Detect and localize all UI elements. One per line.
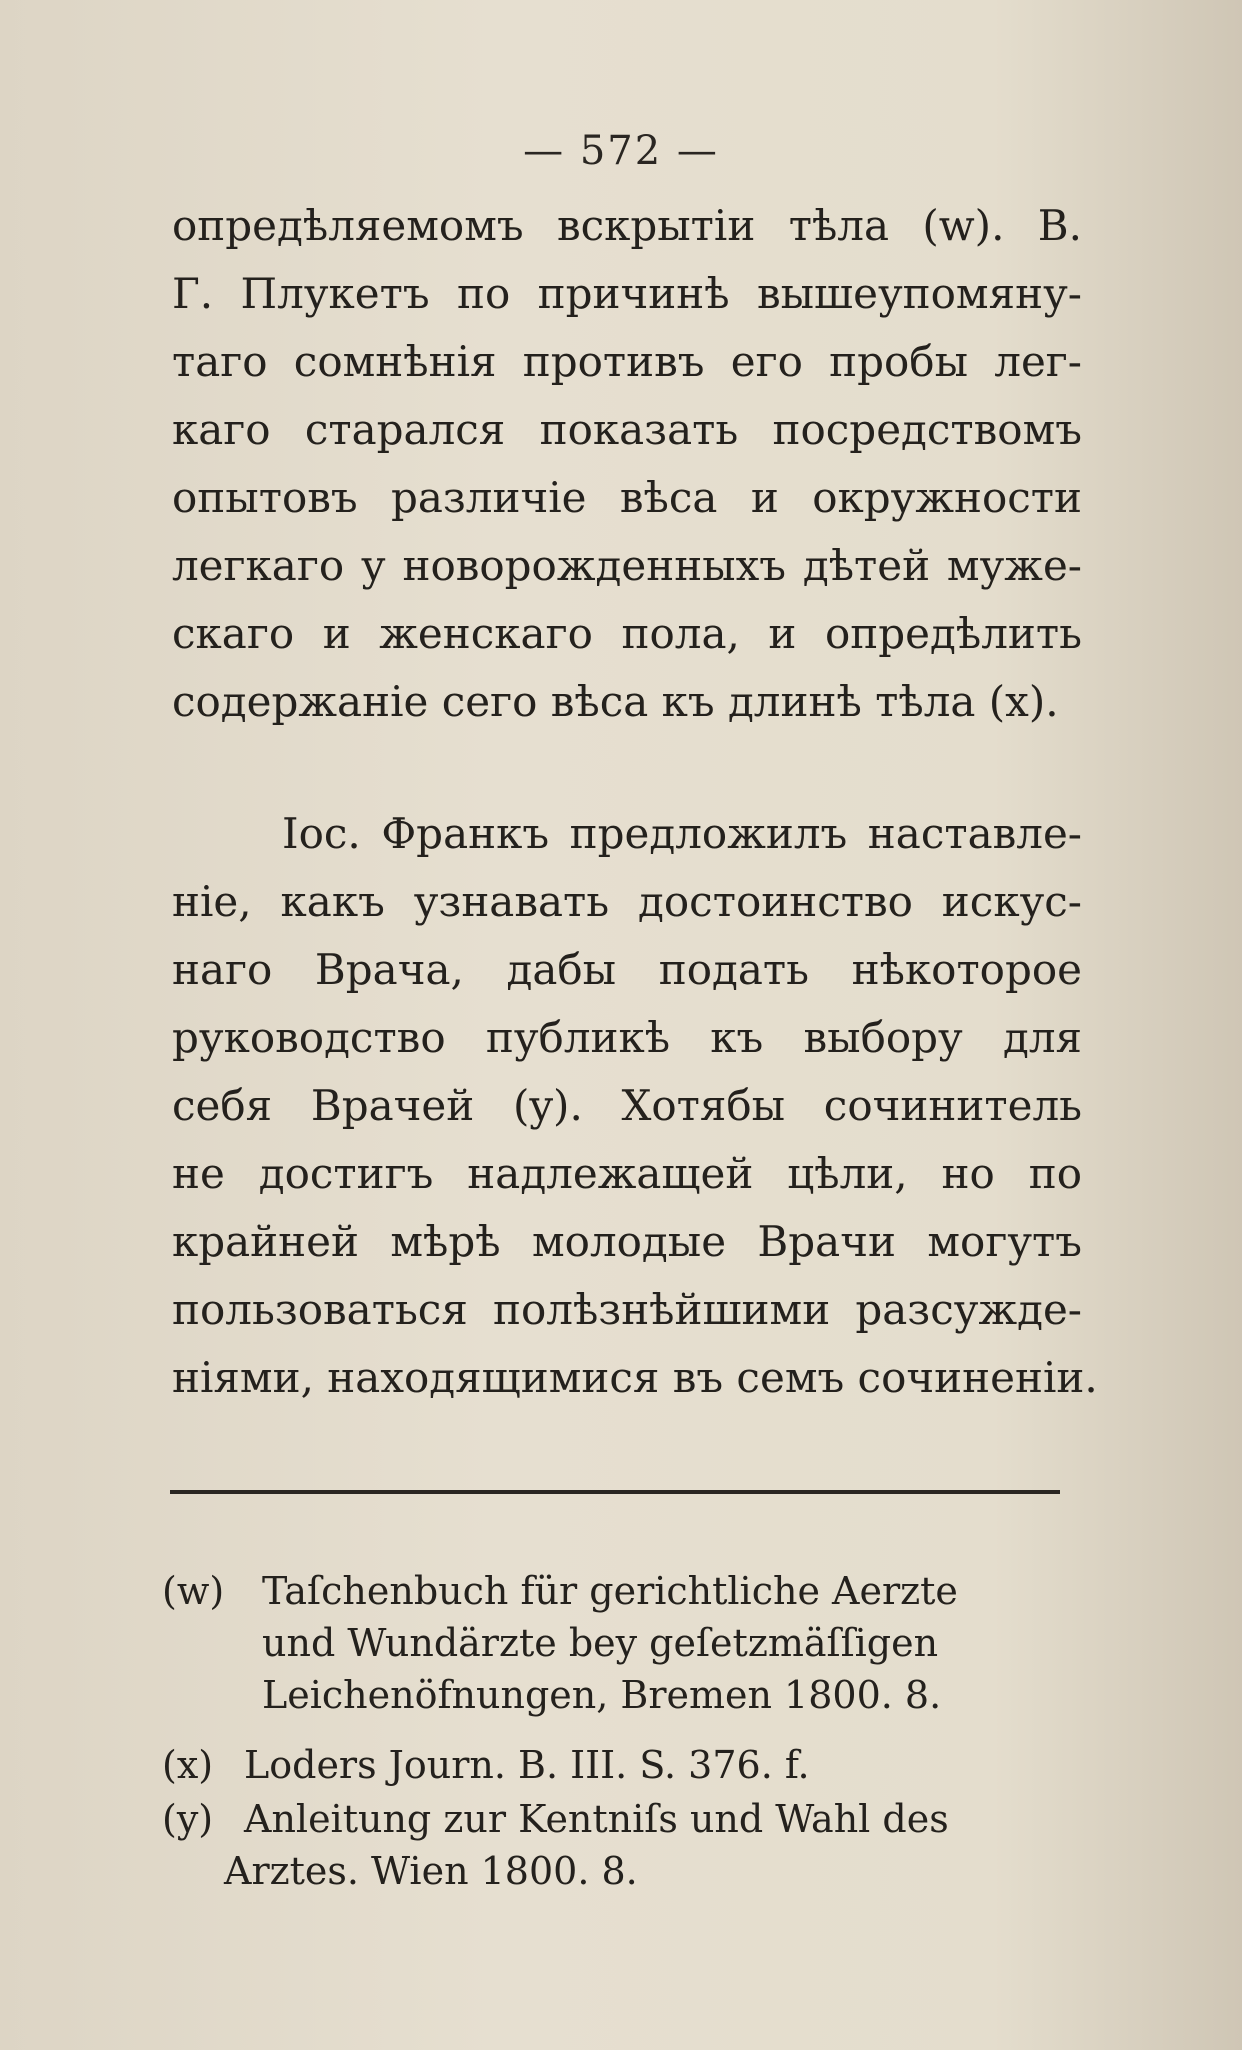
text-line: каго старался показать посредствомъ: [172, 405, 1082, 454]
text-line: легкаго у новорожденныхъ дѣтей муже-: [172, 541, 1082, 590]
paragraph-2: [172, 800, 1098, 1412]
footnote-w: [162, 1565, 1082, 1721]
footnote-divider: [170, 1490, 1060, 1494]
footnote-mark: (x): [162, 1743, 214, 1787]
footnote-mark: (y): [162, 1797, 214, 1841]
text-line: Іос. Франкъ предложилъ наставле-: [282, 809, 1082, 858]
footnote-x: [162, 1739, 1082, 1791]
footnote-body: [244, 1739, 1082, 1791]
footnote-line: Loders Journ. B. III. S. 376. f.: [244, 1743, 810, 1787]
text-line: содержаніе сего вѣса къ длинѣ тѣла (x).: [172, 677, 1059, 726]
footnote-line: und Wundärzte bey geſetzmäſſigen: [262, 1621, 939, 1665]
footnote-line: Taſchenbuch für gerichtliche Aerzte: [262, 1569, 958, 1613]
text-line: скаго и женскаго пола, и опредѣлить: [172, 609, 1082, 658]
footnote-body: [224, 1793, 1082, 1897]
page-number: — 572 —: [523, 128, 719, 174]
text-line: Г. Плукетъ по причинѣ вышеупомяну-: [172, 269, 1082, 318]
paragraph-1: [172, 192, 1082, 736]
text-line: не достигъ надлежащей цѣли, но по: [172, 1149, 1082, 1198]
text-line: опредѣляемомъ вскрытіи тѣла (w). В.: [172, 201, 1082, 250]
text-line: пользоваться полѣзнѣйшими разсужде-: [172, 1285, 1082, 1334]
text-line: ніями, находящимися въ семъ сочиненіи.: [172, 1353, 1098, 1402]
text-line: руководство публикѣ къ выбору для: [172, 1013, 1082, 1062]
footnote-mark: (w): [162, 1569, 225, 1613]
text-line: ніе, какъ узнавать достоинство искус-: [172, 877, 1082, 926]
footnote-line: Arztes. Wien 1800. 8.: [224, 1849, 638, 1893]
text-line: опытовъ различіе вѣса и окружности: [172, 473, 1082, 522]
footnote-body: [262, 1565, 1082, 1721]
footnotes: [162, 1565, 1082, 1915]
footnote-line: Anleitung zur Kentniſs und Wahl des: [244, 1797, 949, 1841]
text-line: таго сомнѣнія противъ его пробы лег-: [172, 337, 1082, 386]
footnote-line: Leichenöfnungen, Bremen 1800. 8.: [262, 1673, 942, 1717]
text-line: наго Врача, дабы подать нѣкоторое: [172, 945, 1082, 994]
text-line: себя Врачей (y). Хотябы сочинитель: [172, 1081, 1082, 1130]
text-line: крайней мѣрѣ молодые Врачи могутъ: [172, 1217, 1082, 1266]
footnote-y: [162, 1793, 1082, 1897]
